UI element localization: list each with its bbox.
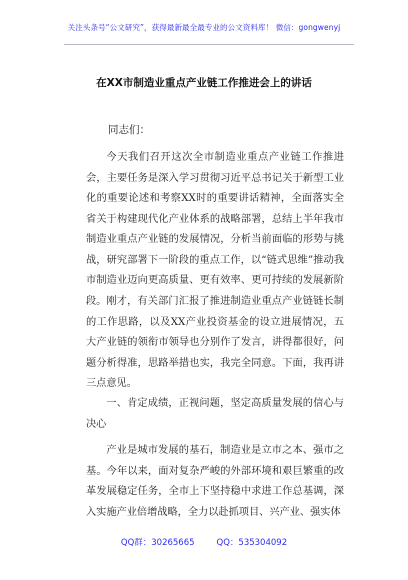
document-title: 在XX市制造业重点产业链工作推进会上的讲话 xyxy=(96,77,312,89)
footer-qq-group: QQ群：30265665 xyxy=(120,538,195,548)
paragraph-3: 产业是城市发展的基石，制造业是立市之本、强市之基。今年以来，面对复杂严峻的外部环境和艰巨繁重的改革发展稳定任务，全市上下坚持稳中求进工作总基调，深入实施产业倍增战略，全力以赴抓项目、兴产业、强实体 xyxy=(86,445,344,518)
salutation: 同志们： xyxy=(108,124,150,136)
header-promo-note: 关注头条号“公文研究”，获得最新最全最专业的公文资料库！ 微信：gongwenyj xyxy=(67,23,341,32)
paragraph-1: 今天我们召开这次全市制造业重点产业链工作推进会，主要任务是深入学习贯彻习近平总书记关于新型工业化的重要论述和考察XX时的重要讲话精神，全面落实全省关于构建现代化产业体系的战略部署，总结上半年我市制造业重点产业链的发展情况，分析当前面临的形势与挑战，研究部署下一阶段的重点工作，以“链式思维”推动我市制造业迈向更高质量、更有效率、更可持续的发展新阶段。 xyxy=(86,152,344,307)
header-divider xyxy=(64,44,354,45)
footer-contact xyxy=(0,536,408,548)
paragraph-2: 刚才，有关部门汇报了推进制造业重点产业链链长制的工作思路，以及XX产业投资基金的设立进展情况，五大产业链的领衔市领导也分别作了发言，讲得都很好，问题分析得准，思路举措也实，我完全同意。下面，我再讲三点意见。 xyxy=(86,296,344,389)
section-heading-1: 一、肯定成绩，正视问题，坚定高质量发展的信心与决心 xyxy=(86,398,344,430)
footer-qq: QQ：535304092 xyxy=(216,538,288,548)
